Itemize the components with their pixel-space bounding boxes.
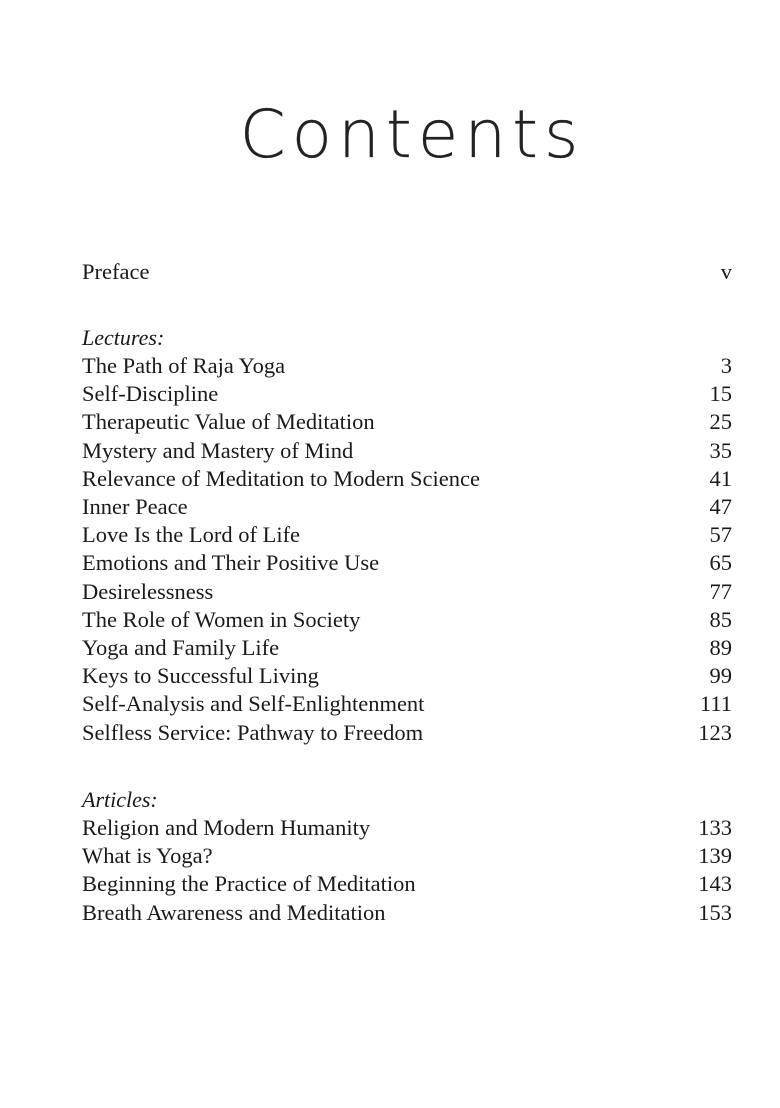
toc-entry-page: 143 (698, 871, 732, 897)
toc-entry-page: 25 (709, 409, 732, 435)
toc-entry[interactable] (82, 899, 732, 927)
toc-entry-title: Keys to Successful Living (82, 663, 319, 689)
toc-entry-page: 89 (709, 635, 732, 661)
page-title: Contents (239, 96, 585, 173)
toc-entry[interactable] (82, 352, 732, 380)
toc-entry-title: Emotions and Their Positive Use (82, 550, 380, 576)
toc-entry[interactable] (82, 549, 732, 577)
toc-entry-page: 139 (698, 843, 732, 869)
toc-entry-title: Selfless Service: Pathway to Freedom (82, 719, 424, 745)
toc-entry-title: Mystery and Mastery of Mind (82, 437, 354, 463)
toc-entry-page: v (720, 259, 732, 284)
toc-entry-title: Breath Awareness and Meditation (82, 899, 386, 925)
toc-entry-title: Self-Discipline (82, 381, 219, 407)
toc-entry-page: 47 (709, 494, 732, 520)
toc-entry-title: What is Yoga? (82, 843, 213, 869)
toc-entry-title: Therapeutic Value of Meditation (82, 409, 375, 435)
toc-entry-title: Relevance of Meditation to Modern Science (82, 465, 480, 491)
toc-entry-preface[interactable] (82, 258, 732, 286)
toc-entry-page: 65 (709, 550, 732, 576)
toc-entry[interactable] (82, 842, 732, 870)
toc-entry-title: The Path of Raja Yoga (82, 353, 286, 378)
toc-entry-title: Yoga and Family Life (82, 635, 280, 661)
toc-entry[interactable] (82, 606, 732, 634)
section-label-lectures: Lectures: (82, 325, 165, 350)
toc-entry-page: 57 (709, 522, 732, 548)
toc-entry-title: Preface (82, 259, 150, 284)
toc-entry-title: Desirelessness (82, 578, 214, 604)
section-label-articles: Articles: (82, 787, 158, 812)
toc-entry[interactable] (82, 493, 732, 521)
toc-entry-page: 3 (720, 353, 732, 378)
toc-entry[interactable] (82, 870, 732, 898)
toc-entry-page: 35 (709, 437, 732, 463)
toc-entry-page: 41 (709, 465, 732, 491)
toc-entry-title: Inner Peace (82, 494, 188, 520)
toc-entry[interactable] (82, 465, 732, 493)
toc-entry-page: 133 (698, 815, 732, 840)
toc-entry-page: 99 (709, 663, 732, 689)
toc-entry[interactable] (82, 408, 732, 436)
toc-entry-title: The Role of Women in Society (82, 606, 361, 632)
lectures-section (82, 324, 732, 747)
toc-entry[interactable] (82, 814, 732, 842)
preface-block (82, 258, 732, 286)
toc-entry-title: Love Is the Lord of Life (82, 522, 301, 548)
toc-entry-page: 15 (709, 381, 732, 407)
toc-entry[interactable] (82, 521, 732, 549)
toc-entry[interactable] (82, 578, 732, 606)
toc-entry[interactable] (82, 380, 732, 408)
toc-entry-title: Religion and Modern Humanity (82, 815, 371, 840)
toc-entry-page: 153 (698, 899, 732, 925)
articles-section (82, 786, 732, 927)
toc-entry-title: Self-Analysis and Self-Enlightenment (82, 691, 425, 717)
toc-entry[interactable] (82, 634, 732, 662)
toc-entry[interactable] (82, 437, 732, 465)
toc-entry-page: 111 (699, 691, 732, 717)
toc-entry-title: Beginning the Practice of Meditation (82, 871, 416, 897)
toc-entry[interactable] (82, 719, 732, 747)
toc-entry[interactable] (82, 690, 732, 718)
toc-entry-page: 123 (698, 719, 732, 745)
toc-entry[interactable] (82, 662, 732, 690)
toc-entry-page: 77 (709, 578, 732, 604)
toc-entry-page: 85 (709, 606, 732, 632)
